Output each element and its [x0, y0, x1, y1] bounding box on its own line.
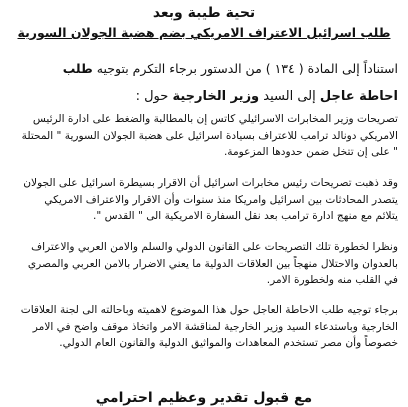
paragraph-4-line: برجاء توجيه طلب الاحاطة العاجل حول هذا الموضوع لاهميته وباحالته الى لجنة العلاقات [20, 304, 398, 316]
intro-line-2 [6, 88, 398, 106]
paragraph-3-line: ونظرا لخطورة تلك التصريحات على القانون الدولي والسلم والامن العربي والاعتراف [31, 241, 398, 253]
paragraph-4-line: الخارجية وباستدعاء السيد وزير الخارجية لمناقشة الامر واتخاذ موقف واضح في الامر [32, 320, 398, 333]
paragraph-2-line: وقد ذهبت تصريحات رئيس مخابرات اسرائيل أن الاقرار بسيطرة اسرائيل على الجولان [23, 177, 398, 189]
paragraph-1-line: " على إن تتخل ضمن حدودها المزعومة. [223, 146, 398, 158]
paragraph-4 [6, 302, 398, 352]
paragraph-2 [6, 175, 398, 225]
paragraph-1-line: تصريحات وزير المخابرات الاسرائيلي كاتس إن بالمطالبة والضغط على ادارة الرئيس [32, 113, 398, 125]
paragraph-4-line: خصوصاً وأن مصر تستخدم المعاهدات والمواثيق الدولية والقانون العام الدولي. [59, 337, 398, 349]
paragraph-3-line: بالعدوان والاحتلال منهجاً بين العلاقات الدولية ما يعني الاضرار بالامن العربي والمصري [27, 257, 398, 270]
intro-line-2-middle: إلى السيد [263, 89, 316, 104]
paragraph-2-line: يتلائم مع منهج ادارة ترامب بعد نقل السفارة الامريكية الى " القدس ". [92, 210, 398, 222]
closing-line: مع قبول تقدير وعظيم احترامي [95, 390, 313, 406]
greeting-heading: تحية طيبة وبعد [152, 5, 256, 21]
subject-line [0, 24, 408, 41]
intro-line-1-prefix: استناداً إلى المادة ( ١٣٤ ) من الدستور برجاء التكرم بتوجيه [96, 61, 398, 76]
intro-line-2-suffix: حول : [135, 89, 169, 104]
subject-text: طلب اسرائيل الاعتراف الامريكي بضم هضبة الجولان السورية [17, 25, 391, 40]
intro-line-2-bold2: وزير الخارجية [172, 89, 260, 104]
intro-line-1-bold: طلب [62, 61, 93, 76]
paragraph-1 [6, 111, 398, 161]
intro-line-1 [6, 60, 398, 77]
paragraph-3-line: في القلب منه ولخطورة الامر. [266, 274, 398, 286]
paragraph-3 [6, 239, 398, 289]
paragraph-1-line: الامريكي دونالد ترامب للاعتراف بسيادة اسرائيل على هضبة الجولان السورية " المحتلة [21, 129, 398, 142]
intro-line-2-bold: احاطة عاجل [319, 89, 398, 104]
paragraph-2-line: يتصدر المحادثات بين اسرائيل وامريكا منذ سنوات وأن الاقرار والاعتراف الامريكي [44, 193, 398, 206]
